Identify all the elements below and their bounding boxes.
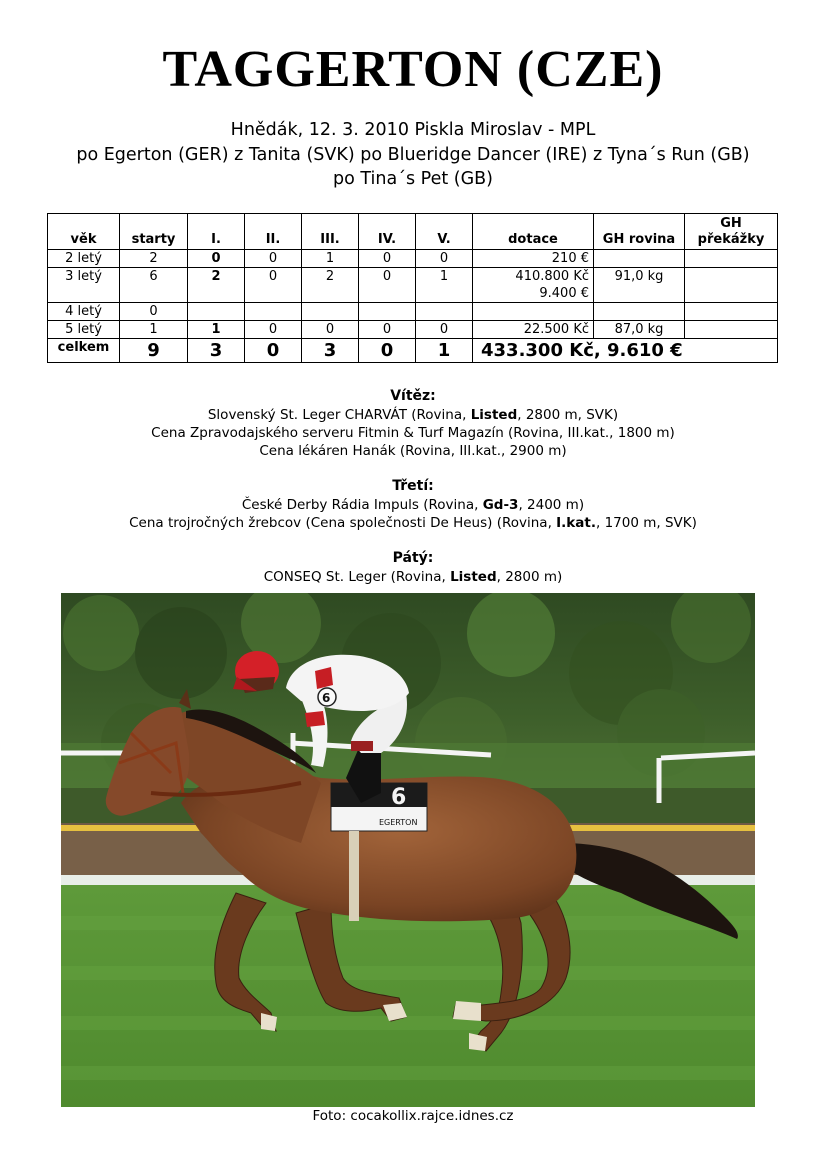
race-entry — [0, 514, 826, 532]
total-third: 3 — [302, 339, 359, 363]
horse-photo — [61, 593, 755, 1107]
column-header: GH překážky — [685, 214, 778, 250]
photo-caption: Foto: cocakollix.rajce.idnes.cz — [312, 1108, 514, 1124]
race-entry: Cena Zpravodajského serveru Fitmin & Turf Magazín (Rovina, III.kat., 1800 m) — [151, 425, 675, 441]
total-second: 0 — [245, 339, 302, 363]
handicap-jump-cell — [685, 268, 778, 303]
column-header: GH rovina — [594, 214, 685, 250]
handicap-flat-cell: 91,0 kg — [594, 268, 685, 303]
starts-cell: 0 — [120, 303, 188, 321]
third-place-cell: 1 — [302, 250, 359, 268]
starts-cell: 6 — [120, 268, 188, 303]
race-grade: Listed — [450, 569, 497, 585]
total-row — [48, 339, 778, 363]
total-fifth: 1 — [416, 339, 473, 363]
first-place-cell: 1 — [188, 321, 245, 339]
age-cell: 2 letý — [48, 250, 120, 268]
age-cell: 3 letý — [48, 268, 120, 303]
handicap-jump-cell — [685, 303, 778, 321]
first-place-cell: 2 — [188, 268, 245, 303]
race-entry — [0, 496, 826, 514]
total-earnings: 433.300 Kč, 9.610 € — [473, 339, 778, 363]
column-header: IV. — [359, 214, 416, 250]
earnings-cell: 22.500 Kč — [473, 321, 594, 339]
saddle-number: 6 — [391, 785, 407, 810]
third-place-cell: 0 — [302, 321, 359, 339]
table-row — [48, 303, 778, 321]
table-row — [48, 268, 778, 303]
third-place-cell — [302, 303, 359, 321]
column-header: III. — [302, 214, 359, 250]
column-header: II. — [245, 214, 302, 250]
table-row — [48, 250, 778, 268]
horse-name-title: TAGGERTON (CZE) — [162, 41, 664, 98]
age-cell: 5 letý — [48, 321, 120, 339]
race-details: , 2400 m) — [518, 497, 585, 513]
pedigree-line: po Egerton (GER) z Tanita (SVK) po Blueridge Dancer (IRE) z Tyna´s Run (GB) — [76, 145, 750, 165]
girth — [349, 831, 359, 921]
earnings-cell — [473, 268, 594, 303]
race-name: Cena trojročných žrebcov (Cena společnosti De Heus) (Rovina, — [129, 515, 557, 531]
race-entry: Cena lékáren Hanák (Rovina, III.kat., 2900 m) — [259, 443, 567, 459]
jockey-number: 6 — [322, 691, 331, 705]
handicap-flat-cell — [594, 303, 685, 321]
fifth-place-cell: 0 — [416, 321, 473, 339]
race-name: České Derby Rádia Impuls (Rovina, — [241, 497, 483, 513]
horse-info-line: Hnědák, 12. 3. 2010 Piskla Miroslav - MPL — [230, 120, 596, 140]
fifth-place-cell: 1 — [416, 268, 473, 303]
fourth-place-cell — [359, 303, 416, 321]
first-place-cell: 0 — [188, 250, 245, 268]
total-label: celkem — [48, 339, 120, 363]
race-details: , 2800 m, SVK) — [517, 407, 619, 423]
winner-heading: Vítěz: — [390, 388, 436, 404]
fifth-heading: Pátý: — [392, 550, 434, 566]
third-place-section — [0, 476, 826, 532]
race-entry — [0, 406, 826, 424]
race-grade: Gd-3 — [482, 497, 519, 513]
starts-cell: 2 — [120, 250, 188, 268]
horse-photo-illustration — [61, 593, 755, 1107]
column-header: starty — [120, 214, 188, 250]
column-header: dotace — [473, 214, 594, 250]
earnings-czk: 410.800 Kč — [515, 269, 589, 284]
handicap-flat-cell — [594, 250, 685, 268]
race-grade: Listed — [470, 407, 518, 423]
third-place-cell: 2 — [302, 268, 359, 303]
second-place-cell: 0 — [245, 321, 302, 339]
second-place-cell: 0 — [245, 268, 302, 303]
fourth-place-cell: 0 — [359, 321, 416, 339]
third-heading: Třetí: — [392, 478, 434, 494]
total-first: 3 — [188, 339, 245, 363]
column-header: věk — [48, 214, 120, 250]
starts-cell: 1 — [120, 321, 188, 339]
second-place-cell: 0 — [245, 250, 302, 268]
race-details: , 1700 m, SVK) — [595, 515, 697, 531]
race-name: CONSEQ St. Leger (Rovina, — [263, 569, 451, 585]
column-header: V. — [416, 214, 473, 250]
earnings-cell — [473, 303, 594, 321]
table-row — [48, 321, 778, 339]
total-fourth: 0 — [359, 339, 416, 363]
earnings-eur: 9.400 € — [539, 286, 589, 301]
handicap-flat-cell: 87,0 kg — [594, 321, 685, 339]
earnings-cell: 210 € — [473, 250, 594, 268]
handicap-jump-cell — [685, 250, 778, 268]
pedigree-line-continued: po Tina´s Pet (GB) — [333, 169, 493, 189]
age-cell: 4 letý — [48, 303, 120, 321]
race-grade: I.kat. — [556, 515, 596, 531]
fourth-place-cell: 0 — [359, 268, 416, 303]
total-starts: 9 — [120, 339, 188, 363]
handicap-jump-cell — [685, 321, 778, 339]
race-statistics-table — [47, 213, 778, 363]
second-place-cell — [245, 303, 302, 321]
fifth-place-cell — [416, 303, 473, 321]
race-details: , 2800 m) — [496, 569, 563, 585]
race-name: Slovenský St. Leger CHARVÁT (Rovina, — [207, 407, 471, 423]
first-place-cell — [188, 303, 245, 321]
winner-section — [0, 386, 826, 460]
column-header: I. — [188, 214, 245, 250]
race-entry — [0, 568, 826, 586]
table-header-row — [48, 214, 778, 250]
fifth-place-cell: 0 — [416, 250, 473, 268]
fourth-place-cell: 0 — [359, 250, 416, 268]
fifth-place-section — [0, 548, 826, 586]
saddle-cloth-text: EGERTON — [379, 818, 418, 827]
